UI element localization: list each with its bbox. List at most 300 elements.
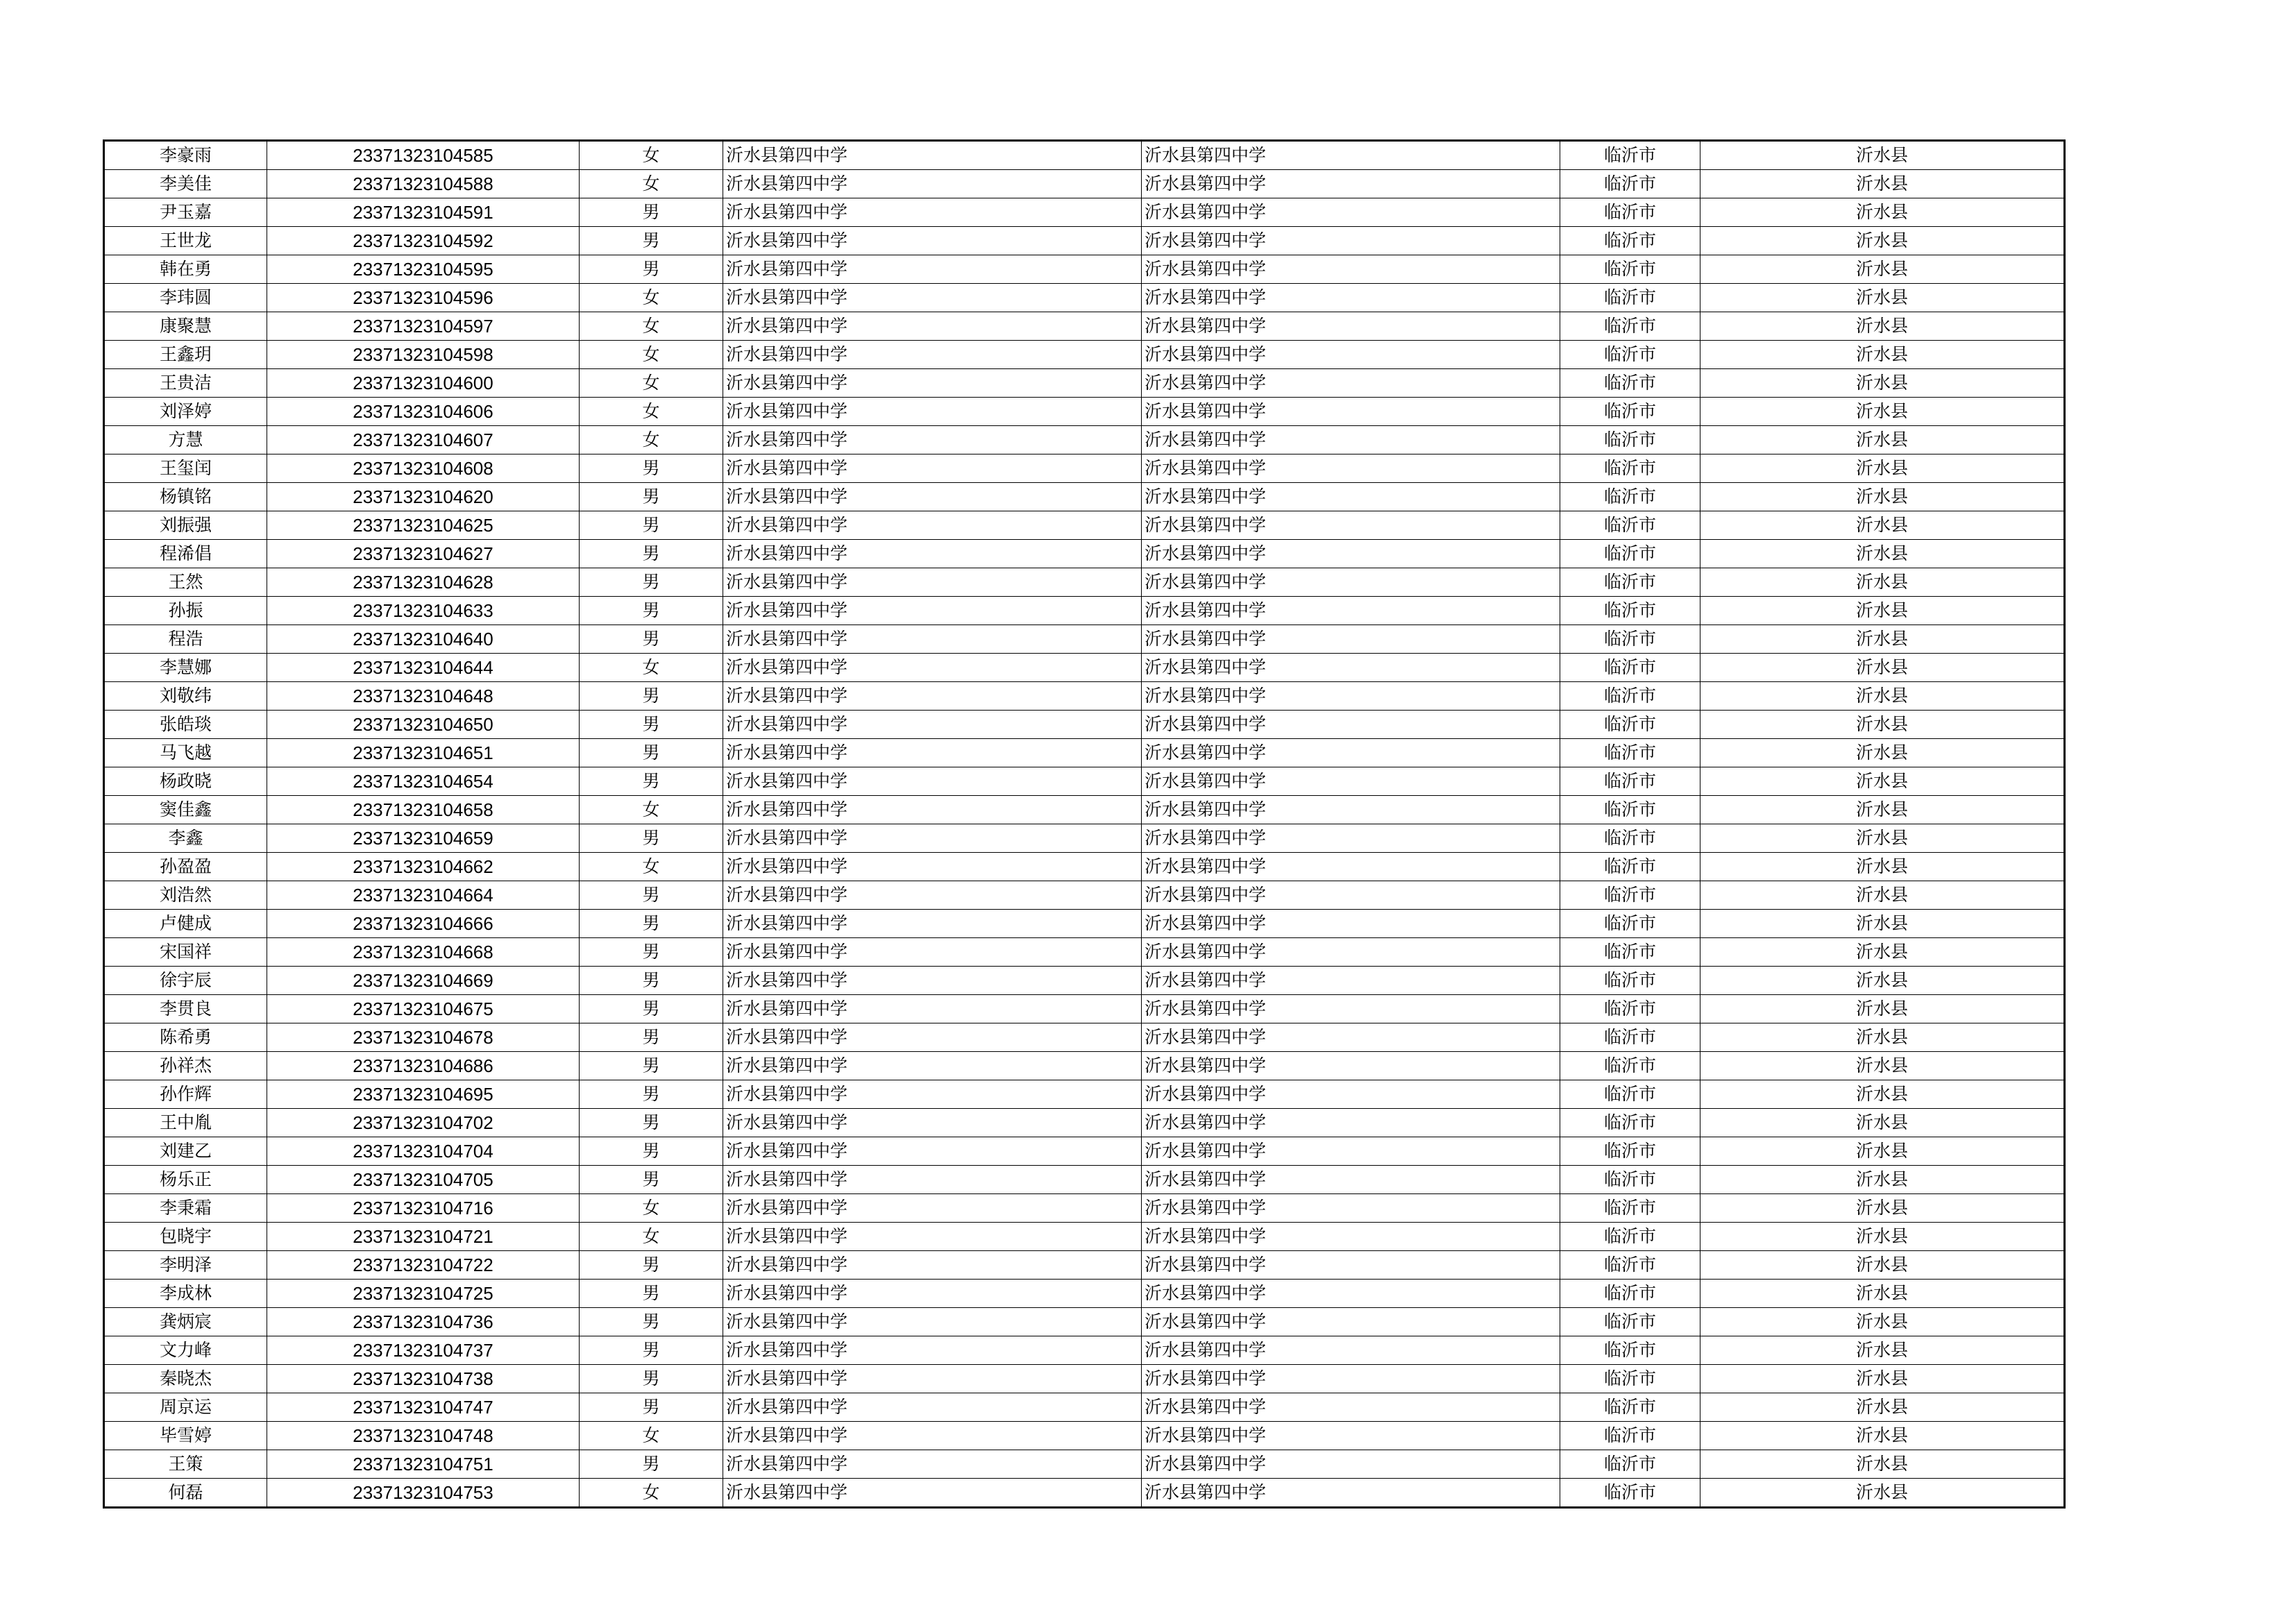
gender-cell: 男 [580,454,723,483]
table-row [105,967,2064,995]
school-cell: 沂水县第四中学 [723,1450,1142,1479]
table-row [105,568,2064,597]
student-name-cell: 孙振 [105,597,267,625]
county-cell: 沂水县 [1700,853,2064,881]
school-secondary-cell: 沂水县第四中学 [1142,398,1560,426]
gender-cell: 女 [580,654,723,682]
school-cell: 沂水县第四中学 [723,853,1142,881]
gender-cell: 男 [580,198,723,227]
city-cell: 临沂市 [1560,227,1700,255]
student-name-cell: 马飞越 [105,739,267,767]
county-cell: 沂水县 [1700,1052,2064,1080]
table-row [105,1280,2064,1308]
table-row [105,682,2064,711]
table-row [105,910,2064,938]
school-cell: 沂水县第四中学 [723,568,1142,597]
city-cell: 临沂市 [1560,1023,1700,1052]
school-cell: 沂水县第四中学 [723,284,1142,312]
gender-cell: 女 [580,1422,723,1450]
city-cell: 临沂市 [1560,170,1700,198]
gender-cell: 男 [580,1336,723,1365]
city-cell: 临沂市 [1560,853,1700,881]
table-row [105,824,2064,853]
school-cell: 沂水县第四中学 [723,142,1142,170]
student-name-cell: 宋国祥 [105,938,267,967]
gender-cell: 女 [580,369,723,398]
table-row [105,1479,2064,1507]
table-row [105,426,2064,454]
table-row [105,398,2064,426]
school-secondary-cell: 沂水县第四中学 [1142,1336,1560,1365]
student-name-cell: 杨政晓 [105,767,267,796]
county-cell: 沂水县 [1700,654,2064,682]
school-secondary-cell: 沂水县第四中学 [1142,454,1560,483]
gender-cell: 男 [580,1137,723,1166]
school-secondary-cell: 沂水县第四中学 [1142,995,1560,1023]
county-cell: 沂水县 [1700,1137,2064,1166]
student-name-cell: 龚炳宸 [105,1308,267,1336]
gender-cell: 女 [580,284,723,312]
city-cell: 临沂市 [1560,625,1700,654]
table-row [105,1137,2064,1166]
student-name-cell: 孙祥杰 [105,1052,267,1080]
gender-cell: 男 [580,1393,723,1422]
exam-id-cell: 23371323104738 [267,1365,580,1393]
gender-cell: 女 [580,142,723,170]
city-cell: 临沂市 [1560,938,1700,967]
student-name-cell: 程浩 [105,625,267,654]
school-cell: 沂水县第四中学 [723,1336,1142,1365]
school-cell: 沂水县第四中学 [723,198,1142,227]
exam-id-cell: 23371323104695 [267,1080,580,1109]
table-row [105,1336,2064,1365]
table-row [105,341,2064,369]
school-secondary-cell: 沂水县第四中学 [1142,284,1560,312]
table-row [105,654,2064,682]
county-cell: 沂水县 [1700,1422,2064,1450]
exam-id-cell: 23371323104640 [267,625,580,654]
county-cell: 沂水县 [1700,454,2064,483]
county-cell: 沂水县 [1700,341,2064,369]
city-cell: 临沂市 [1560,142,1700,170]
city-cell: 临沂市 [1560,568,1700,597]
school-secondary-cell: 沂水县第四中学 [1142,1194,1560,1223]
school-cell: 沂水县第四中学 [723,767,1142,796]
table-row [105,454,2064,483]
exam-id-cell: 23371323104716 [267,1194,580,1223]
exam-id-cell: 23371323104620 [267,483,580,511]
county-cell: 沂水县 [1700,483,2064,511]
city-cell: 临沂市 [1560,682,1700,711]
student-name-cell: 方慧 [105,426,267,454]
city-cell: 临沂市 [1560,1166,1700,1194]
exam-id-cell: 23371323104654 [267,767,580,796]
city-cell: 临沂市 [1560,198,1700,227]
table-row [105,1365,2064,1393]
exam-id-cell: 23371323104669 [267,967,580,995]
school-secondary-cell: 沂水县第四中学 [1142,938,1560,967]
table-row [105,227,2064,255]
table-row [105,198,2064,227]
student-name-cell: 李秉霜 [105,1194,267,1223]
school-secondary-cell: 沂水县第四中学 [1142,142,1560,170]
county-cell: 沂水县 [1700,1336,2064,1365]
gender-cell: 女 [580,170,723,198]
county-cell: 沂水县 [1700,824,2064,853]
school-secondary-cell: 沂水县第四中学 [1142,881,1560,910]
exam-id-cell: 23371323104721 [267,1223,580,1251]
school-cell: 沂水县第四中学 [723,1166,1142,1194]
school-cell: 沂水县第四中学 [723,426,1142,454]
student-name-cell: 李贯良 [105,995,267,1023]
school-cell: 沂水县第四中学 [723,1080,1142,1109]
exam-id-cell: 23371323104658 [267,796,580,824]
school-cell: 沂水县第四中学 [723,711,1142,739]
school-cell: 沂水县第四中学 [723,1393,1142,1422]
gender-cell: 女 [580,1194,723,1223]
school-secondary-cell: 沂水县第四中学 [1142,682,1560,711]
exam-id-cell: 23371323104704 [267,1137,580,1166]
table-row [105,1023,2064,1052]
student-name-cell: 王世龙 [105,227,267,255]
school-cell: 沂水县第四中学 [723,938,1142,967]
city-cell: 临沂市 [1560,1336,1700,1365]
student-name-cell: 刘浩然 [105,881,267,910]
city-cell: 临沂市 [1560,1280,1700,1308]
exam-id-cell: 23371323104592 [267,227,580,255]
table-row [105,369,2064,398]
table-row [105,767,2064,796]
exam-id-cell: 23371323104668 [267,938,580,967]
exam-id-cell: 23371323104644 [267,654,580,682]
school-cell: 沂水县第四中学 [723,597,1142,625]
table-row [105,625,2064,654]
school-secondary-cell: 沂水县第四中学 [1142,1080,1560,1109]
exam-id-cell: 23371323104607 [267,426,580,454]
school-secondary-cell: 沂水县第四中学 [1142,824,1560,853]
gender-cell: 男 [580,625,723,654]
school-cell: 沂水县第四中学 [723,511,1142,540]
table-row [105,853,2064,881]
city-cell: 临沂市 [1560,1109,1700,1137]
table-row [105,1109,2064,1137]
exam-id-cell: 23371323104648 [267,682,580,711]
county-cell: 沂水县 [1700,398,2064,426]
school-cell: 沂水县第四中学 [723,1223,1142,1251]
city-cell: 临沂市 [1560,1052,1700,1080]
school-secondary-cell: 沂水县第四中学 [1142,1137,1560,1166]
gender-cell: 男 [580,1450,723,1479]
county-cell: 沂水县 [1700,881,2064,910]
school-secondary-cell: 沂水县第四中学 [1142,483,1560,511]
school-secondary-cell: 沂水县第四中学 [1142,341,1560,369]
county-cell: 沂水县 [1700,1109,2064,1137]
city-cell: 临沂市 [1560,881,1700,910]
county-cell: 沂水县 [1700,1223,2064,1251]
student-name-cell: 徐宇辰 [105,967,267,995]
exam-id-cell: 23371323104678 [267,1023,580,1052]
school-secondary-cell: 沂水县第四中学 [1142,1422,1560,1450]
exam-id-cell: 23371323104702 [267,1109,580,1137]
school-cell: 沂水县第四中学 [723,227,1142,255]
county-cell: 沂水县 [1700,597,2064,625]
school-secondary-cell: 沂水县第四中学 [1142,1308,1560,1336]
gender-cell: 女 [580,1223,723,1251]
school-secondary-cell: 沂水县第四中学 [1142,540,1560,568]
gender-cell: 男 [580,881,723,910]
exam-id-cell: 23371323104705 [267,1166,580,1194]
county-cell: 沂水县 [1700,767,2064,796]
school-secondary-cell: 沂水县第四中学 [1142,255,1560,284]
table-row [105,1251,2064,1280]
gender-cell: 男 [580,910,723,938]
school-cell: 沂水县第四中学 [723,1479,1142,1507]
exam-id-cell: 23371323104662 [267,853,580,881]
school-cell: 沂水县第四中学 [723,625,1142,654]
school-cell: 沂水县第四中学 [723,312,1142,341]
student-name-cell: 王鑫玥 [105,341,267,369]
city-cell: 临沂市 [1560,1194,1700,1223]
county-cell: 沂水县 [1700,1166,2064,1194]
city-cell: 临沂市 [1560,255,1700,284]
student-name-cell: 李玮圆 [105,284,267,312]
table-row [105,995,2064,1023]
city-cell: 临沂市 [1560,1422,1700,1450]
exam-id-cell: 23371323104595 [267,255,580,284]
county-cell: 沂水县 [1700,1280,2064,1308]
student-name-cell: 文力峰 [105,1336,267,1365]
table-row [105,142,2064,170]
school-cell: 沂水县第四中学 [723,341,1142,369]
county-cell: 沂水县 [1700,796,2064,824]
county-cell: 沂水县 [1700,1023,2064,1052]
table-row [105,739,2064,767]
school-cell: 沂水县第四中学 [723,170,1142,198]
gender-cell: 男 [580,483,723,511]
exam-id-cell: 23371323104596 [267,284,580,312]
school-secondary-cell: 沂水县第四中学 [1142,511,1560,540]
table-row [105,1393,2064,1422]
city-cell: 临沂市 [1560,483,1700,511]
table-row [105,170,2064,198]
school-cell: 沂水县第四中学 [723,398,1142,426]
student-name-cell: 张皓琰 [105,711,267,739]
city-cell: 临沂市 [1560,967,1700,995]
county-cell: 沂水县 [1700,1308,2064,1336]
student-name-cell: 李鑫 [105,824,267,853]
county-cell: 沂水县 [1700,1080,2064,1109]
gender-cell: 男 [580,1251,723,1280]
student-name-cell: 李慧娜 [105,654,267,682]
city-cell: 临沂市 [1560,369,1700,398]
city-cell: 临沂市 [1560,597,1700,625]
school-cell: 沂水县第四中学 [723,654,1142,682]
city-cell: 临沂市 [1560,1251,1700,1280]
county-cell: 沂水县 [1700,1479,2064,1507]
gender-cell: 女 [580,853,723,881]
school-cell: 沂水县第四中学 [723,796,1142,824]
gender-cell: 男 [580,824,723,853]
student-name-cell: 刘振强 [105,511,267,540]
gender-cell: 男 [580,1166,723,1194]
gender-cell: 男 [580,597,723,625]
school-cell: 沂水县第四中学 [723,454,1142,483]
gender-cell: 男 [580,1109,723,1137]
school-secondary-cell: 沂水县第四中学 [1142,1479,1560,1507]
school-cell: 沂水县第四中学 [723,1251,1142,1280]
school-cell: 沂水县第四中学 [723,967,1142,995]
city-cell: 临沂市 [1560,341,1700,369]
county-cell: 沂水县 [1700,198,2064,227]
gender-cell: 男 [580,938,723,967]
table-row [105,1166,2064,1194]
city-cell: 临沂市 [1560,739,1700,767]
table-row [105,312,2064,341]
county-cell: 沂水县 [1700,711,2064,739]
city-cell: 临沂市 [1560,398,1700,426]
school-secondary-cell: 沂水县第四中学 [1142,1393,1560,1422]
gender-cell: 女 [580,796,723,824]
roster-body [105,142,2064,1507]
school-secondary-cell: 沂水县第四中学 [1142,1109,1560,1137]
exam-id-cell: 23371323104633 [267,597,580,625]
exam-id-cell: 23371323104651 [267,739,580,767]
school-cell: 沂水县第四中学 [723,824,1142,853]
exam-id-cell: 23371323104686 [267,1052,580,1080]
county-cell: 沂水县 [1700,369,2064,398]
gender-cell: 男 [580,511,723,540]
school-cell: 沂水县第四中学 [723,1365,1142,1393]
exam-id-cell: 23371323104753 [267,1479,580,1507]
student-name-cell: 孙盈盈 [105,853,267,881]
exam-id-cell: 23371323104747 [267,1393,580,1422]
school-cell: 沂水县第四中学 [723,995,1142,1023]
gender-cell: 女 [580,426,723,454]
school-cell: 沂水县第四中学 [723,910,1142,938]
county-cell: 沂水县 [1700,967,2064,995]
school-cell: 沂水县第四中学 [723,1109,1142,1137]
student-name-cell: 何磊 [105,1479,267,1507]
school-cell: 沂水县第四中学 [723,739,1142,767]
school-cell: 沂水县第四中学 [723,1023,1142,1052]
county-cell: 沂水县 [1700,426,2064,454]
student-name-cell: 陈希勇 [105,1023,267,1052]
county-cell: 沂水县 [1700,170,2064,198]
city-cell: 临沂市 [1560,511,1700,540]
school-secondary-cell: 沂水县第四中学 [1142,910,1560,938]
county-cell: 沂水县 [1700,284,2064,312]
school-cell: 沂水县第四中学 [723,682,1142,711]
student-name-cell: 韩在勇 [105,255,267,284]
exam-id-cell: 23371323104598 [267,341,580,369]
county-cell: 沂水县 [1700,227,2064,255]
student-name-cell: 李明泽 [105,1251,267,1280]
exam-id-cell: 23371323104737 [267,1336,580,1365]
gender-cell: 女 [580,312,723,341]
school-secondary-cell: 沂水县第四中学 [1142,1023,1560,1052]
student-name-cell: 程浠倡 [105,540,267,568]
county-cell: 沂水县 [1700,995,2064,1023]
city-cell: 临沂市 [1560,1308,1700,1336]
student-name-cell: 李美佳 [105,170,267,198]
gender-cell: 男 [580,711,723,739]
school-secondary-cell: 沂水县第四中学 [1142,739,1560,767]
student-name-cell: 刘泽婷 [105,398,267,426]
gender-cell: 男 [580,1308,723,1336]
gender-cell: 男 [580,967,723,995]
school-cell: 沂水县第四中学 [723,1422,1142,1450]
gender-cell: 男 [580,1365,723,1393]
gender-cell: 女 [580,1479,723,1507]
exam-id-cell: 23371323104608 [267,454,580,483]
table-row [105,1194,2064,1223]
student-name-cell: 毕雪婷 [105,1422,267,1450]
student-name-cell: 秦晓杰 [105,1365,267,1393]
table-row [105,597,2064,625]
school-secondary-cell: 沂水县第四中学 [1142,1166,1560,1194]
county-cell: 沂水县 [1700,1393,2064,1422]
table-row [105,796,2064,824]
table-row [105,255,2064,284]
school-cell: 沂水县第四中学 [723,1194,1142,1223]
city-cell: 临沂市 [1560,1393,1700,1422]
school-cell: 沂水县第四中学 [723,1280,1142,1308]
county-cell: 沂水县 [1700,1365,2064,1393]
county-cell: 沂水县 [1700,1194,2064,1223]
student-name-cell: 王贵洁 [105,369,267,398]
table-row [105,284,2064,312]
city-cell: 临沂市 [1560,426,1700,454]
student-name-cell: 刘建乙 [105,1137,267,1166]
student-name-cell: 杨乐正 [105,1166,267,1194]
student-name-cell: 王中胤 [105,1109,267,1137]
school-secondary-cell: 沂水县第四中学 [1142,597,1560,625]
county-cell: 沂水县 [1700,938,2064,967]
student-name-cell: 康聚慧 [105,312,267,341]
school-secondary-cell: 沂水县第四中学 [1142,1223,1560,1251]
school-secondary-cell: 沂水县第四中学 [1142,796,1560,824]
school-secondary-cell: 沂水县第四中学 [1142,853,1560,881]
school-cell: 沂水县第四中学 [723,1052,1142,1080]
student-name-cell: 杨镇铭 [105,483,267,511]
school-cell: 沂水县第四中学 [723,1137,1142,1166]
county-cell: 沂水县 [1700,1251,2064,1280]
student-name-cell: 刘敬纬 [105,682,267,711]
school-secondary-cell: 沂水县第四中学 [1142,369,1560,398]
city-cell: 临沂市 [1560,1137,1700,1166]
school-secondary-cell: 沂水县第四中学 [1142,654,1560,682]
student-name-cell: 包晓宇 [105,1223,267,1251]
table-row [105,540,2064,568]
exam-id-cell: 23371323104591 [267,198,580,227]
school-secondary-cell: 沂水县第四中学 [1142,1365,1560,1393]
gender-cell: 男 [580,1052,723,1080]
gender-cell: 男 [580,1080,723,1109]
county-cell: 沂水县 [1700,540,2064,568]
student-name-cell: 李豪雨 [105,142,267,170]
gender-cell: 男 [580,767,723,796]
school-secondary-cell: 沂水县第四中学 [1142,227,1560,255]
school-secondary-cell: 沂水县第四中学 [1142,568,1560,597]
county-cell: 沂水县 [1700,910,2064,938]
exam-id-cell: 23371323104650 [267,711,580,739]
school-secondary-cell: 沂水县第四中学 [1142,1280,1560,1308]
table-row [105,1052,2064,1080]
exam-id-cell: 23371323104600 [267,369,580,398]
school-secondary-cell: 沂水县第四中学 [1142,1251,1560,1280]
student-name-cell: 李成林 [105,1280,267,1308]
gender-cell: 男 [580,995,723,1023]
